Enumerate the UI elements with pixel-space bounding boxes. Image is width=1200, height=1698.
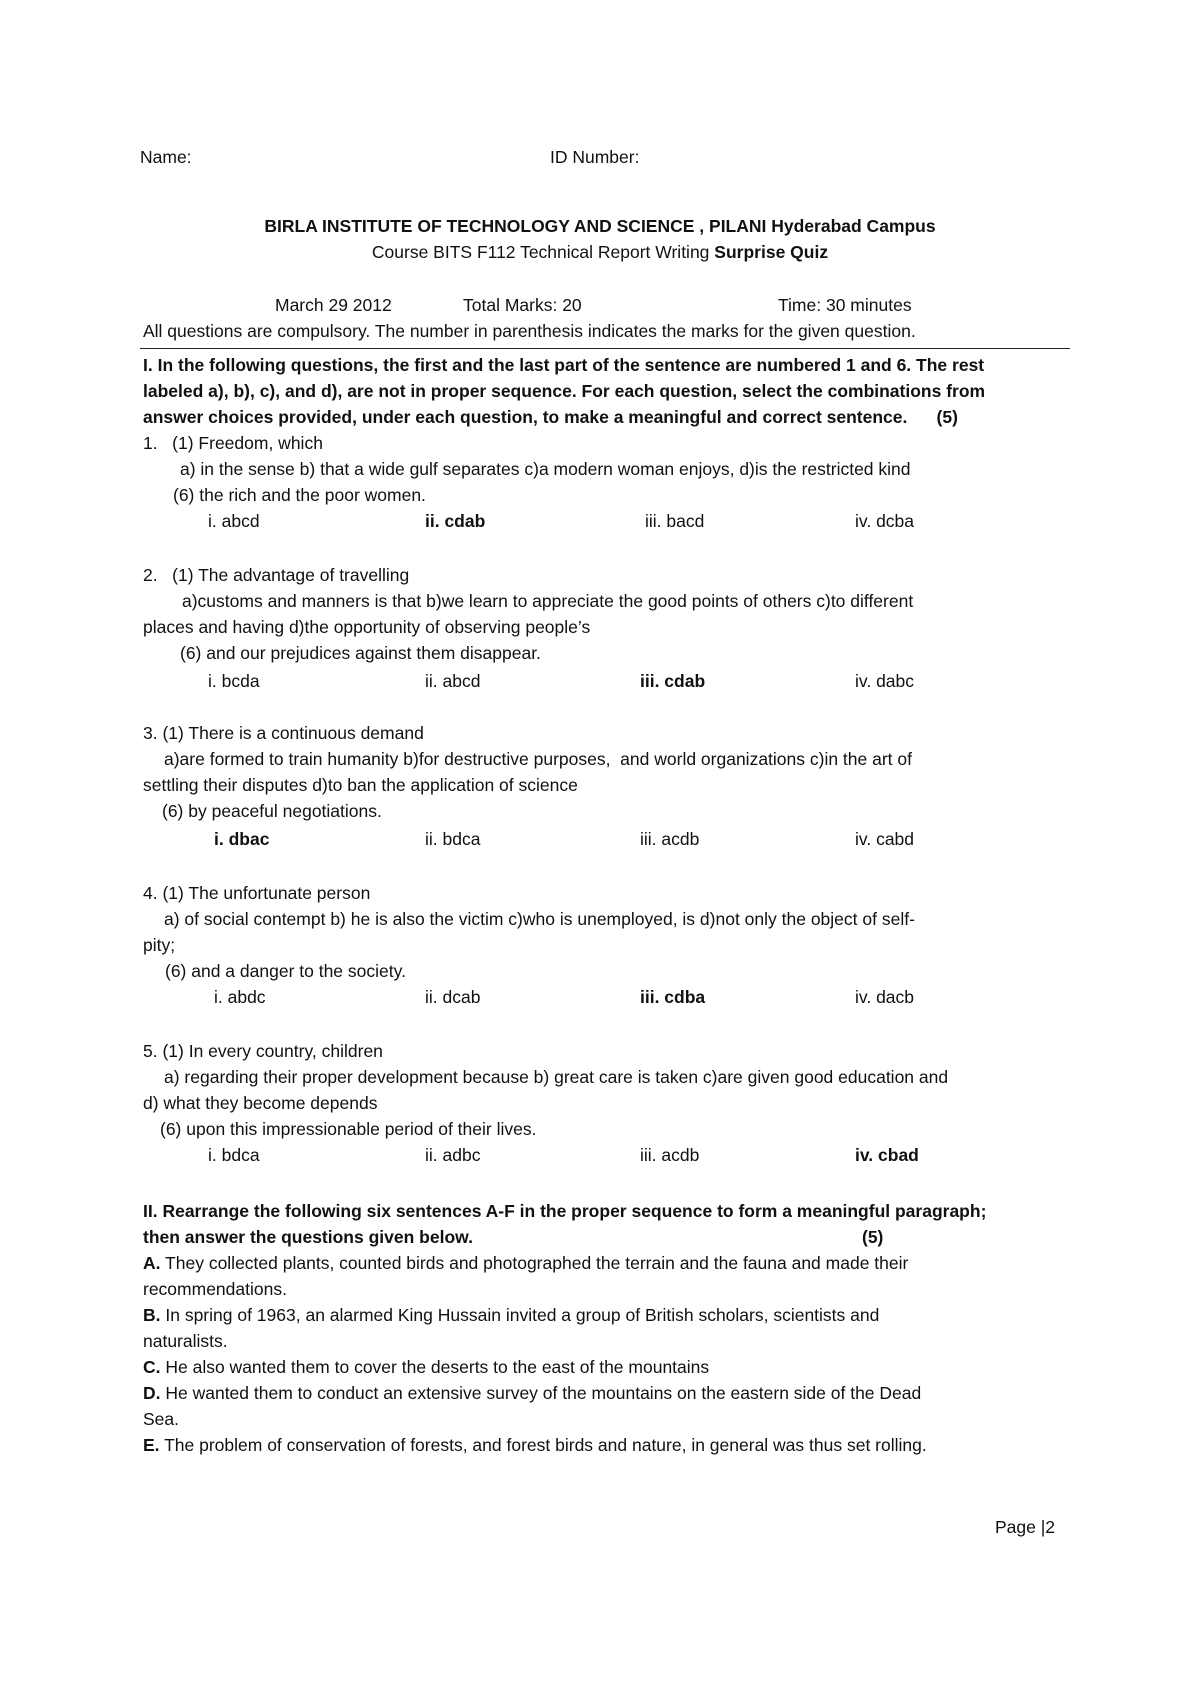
total-marks: Total Marks: 20 (463, 295, 582, 315)
section1-instruction-line: answer choices provided, under each question, to make a meaningful and correct sentence. (5) (143, 407, 958, 427)
section1-instruction-line: I. In the following questions, the first and the last part of the sentence are numbered 1 and 6. The rest (143, 355, 985, 375)
sentence-letter: E. (143, 1435, 160, 1455)
sentence-line (143, 1252, 908, 1274)
question-stem: 3. (1) There is a continuous demand (143, 723, 424, 743)
question-parts: a)are formed to train humanity b)for destructive purposes, and world organizations c)in the art of (164, 749, 913, 769)
sentence-line (143, 1382, 921, 1404)
sentence-line: recommendations. (143, 1279, 287, 1299)
question-stem: 5. (1) In every country, children (143, 1041, 383, 1061)
sentence-letter: D. (143, 1383, 161, 1403)
course-name: Course BITS F112 Technical Report Writing (371, 242, 710, 262)
sentence-text: They collected plants, counted birds and photographed the terrain and the fauna and made their (160, 1253, 909, 1273)
answer-option: iii. bacd (645, 511, 705, 531)
quiz-type: Surprise Quiz (714, 242, 829, 262)
answer-option: iv. cbad (855, 1145, 919, 1165)
sentence-line (143, 1356, 709, 1378)
section2-instruction-line: II. Rearrange the following six sentences A-F in the proper sequence to form a meaningful paragraph; (143, 1201, 987, 1221)
exam-time: Time: 30 minutes (778, 295, 912, 315)
answer-option: iv. dacb (855, 987, 915, 1007)
question-parts: a) of social contempt b) he is also the victim c)who is unemployed, is d)not only the object of self- (164, 909, 915, 929)
sentence-line (143, 1434, 927, 1456)
header-divider (140, 348, 1070, 349)
sentence-line: naturalists. (143, 1331, 228, 1351)
answer-option: i. dbac (214, 829, 270, 849)
question-parts: a)customs and manners is that b)we learn to appreciate the good points of others c)to different (182, 591, 914, 611)
question-parts: settling their disputes d)to ban the application of science (143, 775, 578, 795)
section2-marks: (5) (862, 1227, 884, 1247)
answer-option: ii. adbc (425, 1145, 481, 1165)
sentence-line: Sea. (143, 1409, 179, 1429)
question-ending: (6) the rich and the poor women. (173, 485, 426, 505)
answer-option: ii. abcd (425, 671, 481, 691)
section1-instruction-line: labeled a), b), c), and d), are not in proper sequence. For each question, select the combinations from (143, 381, 986, 401)
answer-option: iii. acdb (640, 1145, 700, 1165)
sentence-line (143, 1304, 879, 1326)
sentence-letter: C. (143, 1357, 161, 1377)
question-parts: pity; (143, 935, 176, 955)
answer-option: i. abdc (214, 987, 266, 1007)
question-ending: (6) and our prejudices against them disappear. (180, 643, 541, 663)
question-parts: d) what they become depends (143, 1093, 378, 1113)
answer-option: iv. cabd (855, 829, 915, 849)
answer-option: iv. dabc (855, 671, 915, 691)
sentence-text: He also wanted them to cover the deserts to the east of the mountains (160, 1357, 710, 1377)
answer-option: ii. cdab (425, 511, 486, 531)
id-number-label: ID Number: (550, 147, 640, 167)
answer-option: iii. cdba (640, 987, 706, 1007)
question-parts: places and having d)the opportunity of observing people’s (143, 617, 591, 637)
exam-instructions: All questions are compulsory. The number in parenthesis indicates the marks for the given question. (143, 321, 916, 341)
question-ending: (6) and a danger to the society. (165, 961, 406, 981)
sentence-text: In spring of 1963, an alarmed King Hussain invited a group of British scholars, scientists and (160, 1305, 880, 1325)
course-line (0, 241, 1200, 263)
sentence-letter: B. (143, 1305, 161, 1325)
answer-option: i. bdca (208, 1145, 260, 1165)
question-stem: 2. (1) The advantage of travelling (143, 565, 410, 585)
answer-option: i. bcda (208, 671, 260, 691)
sentence-text: The problem of conservation of forests, and forest birds and nature, in general was thus set rolling. (159, 1435, 927, 1455)
answer-option: iii. cdab (640, 671, 706, 691)
question-stem: 1. (1) Freedom, which (143, 433, 323, 453)
question-ending: (6) by peaceful negotiations. (162, 801, 382, 821)
question-parts: a) in the sense b) that a wide gulf separates c)a modern woman enjoys, d)is the restricted kind (180, 459, 911, 479)
page-number: Page |2 (995, 1517, 1056, 1537)
sentence-letter: A. (143, 1253, 161, 1273)
answer-option: iii. acdb (640, 829, 700, 849)
section2-instruction-line: then answer the questions given below. (143, 1227, 473, 1247)
question-stem: 4. (1) The unfortunate person (143, 883, 371, 903)
sentence-text: He wanted them to conduct an extensive survey of the mountains on the eastern side of the Dead (160, 1383, 922, 1403)
question-ending: (6) upon this impressionable period of their lives. (160, 1119, 537, 1139)
answer-option: ii. bdca (425, 829, 481, 849)
institute-title: BIRLA INSTITUTE OF TECHNOLOGY AND SCIENCE , PILANI Hyderabad Campus (264, 216, 936, 236)
answer-option: i. abcd (208, 511, 260, 531)
exam-date: March 29 2012 (275, 295, 392, 315)
name-label: Name: (140, 147, 192, 167)
question-parts: a) regarding their proper development because b) great care is taken c)are given good education and (164, 1067, 949, 1087)
answer-option: ii. dcab (425, 987, 481, 1007)
answer-option: iv. dcba (855, 511, 915, 531)
